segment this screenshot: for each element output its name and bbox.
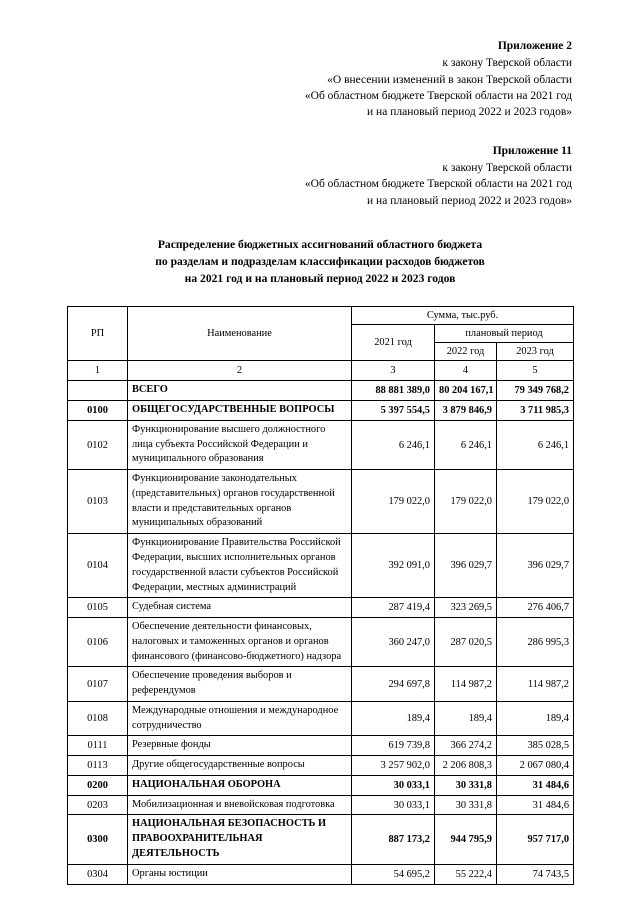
cell-amount-2023: 189,4 — [497, 701, 574, 736]
table-row — [68, 618, 574, 667]
cell-amount-2021: 6 246,1 — [352, 420, 435, 469]
colnum-3: 3 — [352, 361, 435, 381]
table-row — [68, 701, 574, 736]
cell-amount-2022: 189,4 — [435, 701, 497, 736]
cell-name: Функционирование законодательных (представительных) органов государственной власти и представительных органов муниципальных образований — [128, 470, 352, 534]
header-year-2023: 2023 год — [497, 343, 574, 361]
table-row — [68, 795, 574, 815]
cell-amount-2023: 385 028,5 — [497, 736, 574, 756]
cell-amount-2022: 2 206 808,3 — [435, 756, 497, 776]
cell-rp-code: 0107 — [68, 667, 128, 702]
cell-name: Международные отношения и международное сотрудничество — [128, 701, 352, 736]
cell-rp-code: 0105 — [68, 598, 128, 618]
cell-amount-2022: 396 029,7 — [435, 534, 497, 598]
cell-amount-2021: 3 257 902,0 — [352, 756, 435, 776]
header-sum-group: Сумма, тыс.руб. — [352, 307, 574, 325]
doc-title-line-3: на 2021 год и на плановый период 2022 и 2023 годов — [184, 271, 456, 285]
cell-name: Обеспечение проведения выборов и референдумов — [128, 667, 352, 702]
table-row — [68, 470, 574, 534]
cell-rp-code: 0111 — [68, 736, 128, 756]
cell-amount-2023: 957 717,0 — [497, 815, 574, 864]
budget-table — [67, 306, 574, 884]
colnum-1: 1 — [68, 361, 128, 381]
cell-rp-code: 0304 — [68, 864, 128, 884]
cell-amount-2022: 30 331,8 — [435, 795, 497, 815]
cell-rp-code: 0203 — [68, 795, 128, 815]
appendix-2-line-1: к закону Тверской области — [442, 57, 572, 70]
cell-rp-code: 0300 — [68, 815, 128, 864]
header-year-2021: 2021 год — [352, 325, 435, 361]
cell-rp-code: 0100 — [68, 401, 128, 421]
cell-amount-2022: 287 020,5 — [435, 618, 497, 667]
cell-amount-2021: 88 881 389,0 — [352, 381, 435, 401]
cell-name: НАЦИОНАЛЬНАЯ БЕЗОПАСНОСТЬ И ПРАВООХРАНИТЕЛЬНАЯ ДЕЯТЕЛЬНОСТЬ — [128, 815, 352, 864]
table-body — [68, 361, 574, 884]
table-row — [68, 736, 574, 756]
cell-amount-2021: 392 091,0 — [352, 534, 435, 598]
cell-rp-code: 0104 — [68, 534, 128, 598]
header-year-2022: 2022 год — [435, 343, 497, 361]
appendix-11-line-1: к закону Тверской области — [442, 161, 572, 174]
cell-amount-2023: 74 743,5 — [497, 864, 574, 884]
cell-amount-2022: 3 879 846,9 — [435, 401, 497, 421]
cell-amount-2023: 179 022,0 — [497, 470, 574, 534]
cell-amount-2023: 396 029,7 — [497, 534, 574, 598]
table-row — [68, 815, 574, 864]
cell-amount-2021: 5 397 554,5 — [352, 401, 435, 421]
appendix-11-line-3: и на плановый период 2022 и 2023 годов» — [367, 194, 572, 207]
colnum-2: 2 — [128, 361, 352, 381]
appendix-11-title: Приложение 11 — [492, 144, 572, 157]
cell-rp-code: 0200 — [68, 775, 128, 795]
cell-name: НАЦИОНАЛЬНАЯ ОБОРОНА — [128, 775, 352, 795]
header-row-1 — [68, 307, 574, 325]
column-number-row — [68, 361, 574, 381]
cell-amount-2021: 887 173,2 — [352, 815, 435, 864]
cell-name: ОБЩЕГОСУДАРСТВЕННЫЕ ВОПРОСЫ — [128, 401, 352, 421]
appendix-2-line-4: и на плановый период 2022 и 2023 годов» — [367, 106, 572, 119]
cell-amount-2021: 179 022,0 — [352, 470, 435, 534]
appendix-2-line-2: «О внесении изменений в закон Тверской области — [327, 73, 572, 86]
header-name: Наименование — [128, 307, 352, 361]
header-rp: РП — [68, 307, 128, 361]
appendix-block-11 — [0, 121, 640, 209]
cell-name: Резервные фонды — [128, 736, 352, 756]
table-row — [68, 534, 574, 598]
table-row — [68, 864, 574, 884]
cell-name: Функционирование высшего должностного лица субъекта Российской Федерации и муниципального образования — [128, 420, 352, 469]
cell-amount-2022: 944 795,9 — [435, 815, 497, 864]
budget-table-container — [0, 306, 640, 884]
cell-amount-2023: 2 067 080,4 — [497, 756, 574, 776]
cell-amount-2023: 286 995,3 — [497, 618, 574, 667]
appendix-11-line-2: «Об областном бюджете Тверской области на 2021 год — [304, 178, 572, 191]
doc-title-line-1: Распределение бюджетных ассигнований областного бюджета — [157, 237, 483, 251]
cell-amount-2021: 619 739,8 — [352, 736, 435, 756]
cell-name: Другие общегосударственные вопросы — [128, 756, 352, 776]
cell-amount-2023: 6 246,1 — [497, 420, 574, 469]
cell-amount-2021: 30 033,1 — [352, 775, 435, 795]
cell-name: Судебная система — [128, 598, 352, 618]
cell-rp-code: 0106 — [68, 618, 128, 667]
cell-amount-2022: 30 331,8 — [435, 775, 497, 795]
cell-amount-2023: 79 349 768,2 — [497, 381, 574, 401]
cell-amount-2022: 179 022,0 — [435, 470, 497, 534]
cell-amount-2021: 54 695,2 — [352, 864, 435, 884]
cell-name: Органы юстиции — [128, 864, 352, 884]
cell-amount-2021: 294 697,8 — [352, 667, 435, 702]
colnum-5: 5 — [497, 361, 574, 381]
page-title — [0, 237, 640, 287]
cell-amount-2023: 31 484,6 — [497, 795, 574, 815]
appendix-2-title: Приложение 2 — [497, 40, 572, 52]
cell-amount-2022: 114 987,2 — [435, 667, 497, 702]
table-row — [68, 756, 574, 776]
colnum-4: 4 — [435, 361, 497, 381]
cell-amount-2022: 6 246,1 — [435, 420, 497, 469]
cell-amount-2023: 276 406,7 — [497, 598, 574, 618]
cell-rp-code: 0102 — [68, 420, 128, 469]
cell-rp-code: 0108 — [68, 701, 128, 736]
header-planned-group: плановый период — [435, 325, 574, 343]
cell-amount-2023: 114 987,2 — [497, 667, 574, 702]
table-row — [68, 420, 574, 469]
cell-name: Мобилизационная и вневойсковая подготовка — [128, 795, 352, 815]
appendix-block-2 — [0, 0, 640, 121]
cell-amount-2022: 366 274,2 — [435, 736, 497, 756]
cell-amount-2022: 55 222,4 — [435, 864, 497, 884]
cell-amount-2022: 80 204 167,1 — [435, 381, 497, 401]
cell-amount-2022: 323 269,5 — [435, 598, 497, 618]
table-row — [68, 775, 574, 795]
cell-amount-2023: 3 711 985,3 — [497, 401, 574, 421]
cell-amount-2021: 189,4 — [352, 701, 435, 736]
appendix-2-line-3: «Об областном бюджете Тверской области на 2021 год — [304, 89, 572, 102]
table-header — [68, 307, 574, 361]
cell-name: ВСЕГО — [128, 381, 352, 401]
cell-amount-2023: 31 484,6 — [497, 775, 574, 795]
cell-amount-2021: 287 419,4 — [352, 598, 435, 618]
cell-rp-code: 0103 — [68, 470, 128, 534]
doc-title-line-2: по разделам и подразделам классификации расходов бюджетов — [155, 254, 485, 268]
cell-name: Функционирование Правительства Российской Федерации, высших исполнительных органов государственной власти субъектов Российской Федерации, местных администраций — [128, 534, 352, 598]
cell-rp-code — [68, 381, 128, 401]
cell-rp-code: 0113 — [68, 756, 128, 776]
cell-name: Обеспечение деятельности финансовых, налоговых и таможенных органов и органов финансового (финансово-бюджетного) надзора — [128, 618, 352, 667]
table-row — [68, 401, 574, 421]
table-row — [68, 598, 574, 618]
cell-amount-2021: 360 247,0 — [352, 618, 435, 667]
table-row — [68, 667, 574, 702]
cell-amount-2021: 30 033,1 — [352, 795, 435, 815]
table-row — [68, 381, 574, 401]
